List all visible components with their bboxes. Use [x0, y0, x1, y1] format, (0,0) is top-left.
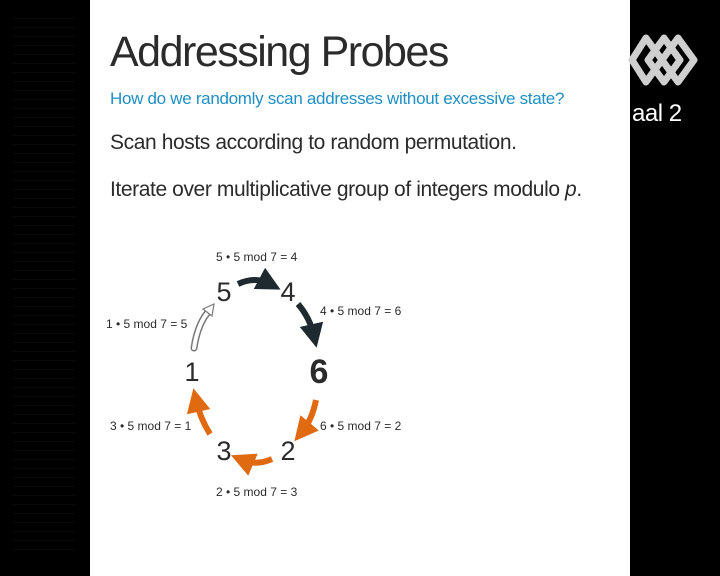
- bullet-1: Scan hosts according to random permutation.: [110, 131, 517, 154]
- node-3: 3: [216, 436, 232, 466]
- label-5-to-4: 5 • 5 mod 7 = 4: [216, 250, 298, 264]
- label-1-to-5: 1 • 5 mod 7 = 5: [106, 317, 188, 331]
- label-3-to-1: 3 • 5 mod 7 = 1: [110, 419, 192, 433]
- arrow-5-to-4: [238, 280, 270, 284]
- bullet-2-variable: p: [565, 178, 577, 201]
- bullet-2-period: .: [576, 178, 582, 201]
- slide-title: Addressing Probes: [110, 28, 448, 76]
- node-2: 2: [280, 436, 296, 466]
- arrow-3-to-1: [196, 400, 210, 434]
- label-4-to-6: 4 • 5 mod 7 = 6: [320, 304, 402, 318]
- arrow-2-to-3: [242, 459, 272, 463]
- slide-subtitle: How do we randomly scan addresses without excessive state?: [110, 89, 565, 108]
- node-4: 4: [280, 277, 296, 307]
- arrow-4-to-6: [298, 304, 314, 336]
- bullet-2-text: Iterate over multiplicative group of integers modulo: [110, 178, 560, 201]
- arrow-6-to-2: [302, 400, 316, 432]
- node-6: 6: [309, 353, 329, 391]
- label-6-to-2: 6 • 5 mod 7 = 2: [320, 419, 402, 433]
- node-5: 5: [216, 277, 232, 307]
- node-1: 1: [184, 357, 200, 387]
- broadcaster-logo-icon: [628, 28, 698, 92]
- channel-name: aal 2: [632, 100, 682, 127]
- label-2-to-3: 2 • 5 mod 7 = 3: [216, 485, 298, 499]
